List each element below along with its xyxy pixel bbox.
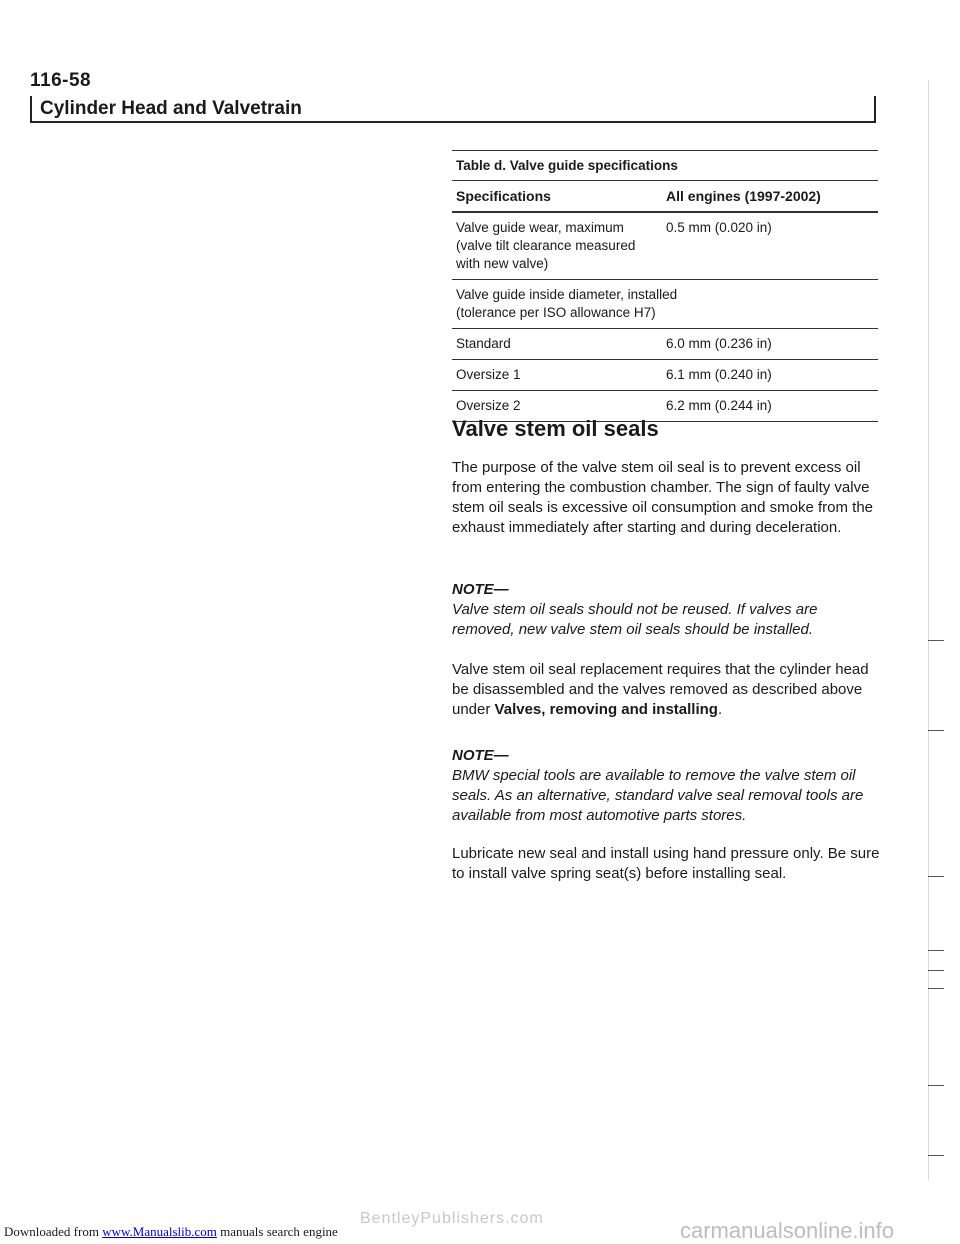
table-row: [452, 280, 878, 329]
table-cell-spec: Valve guide wear, maximum (valve tilt clearance measured with new valve): [456, 220, 636, 271]
tick-mark: [928, 970, 944, 971]
paragraph-replacement: [452, 660, 880, 720]
table-cell-spec: Standard: [456, 336, 511, 351]
table-cell-spec: Oversize 1: [456, 367, 521, 382]
tick-mark: [928, 1155, 944, 1156]
table-row: [452, 360, 878, 391]
manualslib-link[interactable]: www.Manualslib.com: [102, 1224, 217, 1239]
paragraph-purpose: The purpose of the valve stem oil seal is to prevent excess oil from entering the combustion chamber. The sign of faulty valve stem oil seals is excessive oil consumption and smoke from the exhaust immediately after starting and during deceleration.: [452, 459, 874, 536]
tick-mark: [928, 876, 944, 877]
tick-mark: [928, 730, 944, 731]
margin-tick-marks: [920, 0, 960, 1242]
table-cell-value: 0.5 mm (0.020 in): [666, 220, 772, 235]
tick-mark: [928, 950, 944, 951]
table-cell-value: 6.0 mm (0.236 in): [666, 336, 772, 351]
table-cell-value: 6.1 mm (0.240 in): [666, 367, 772, 382]
download-suffix: manuals search engine: [216, 1224, 338, 1239]
note-text: Valve stem oil seals should not be reused. If valves are removed, new valve stem oil seals should be installed.: [452, 601, 818, 638]
table-caption: Table d. Valve guide specifications: [452, 150, 878, 180]
table-row: [452, 329, 878, 360]
table-row: [452, 213, 878, 280]
valve-guide-spec-table: [452, 150, 878, 422]
table-header-row: [452, 180, 878, 213]
cross-reference: Valves, removing and installing: [494, 701, 718, 718]
table-cell-spec: Oversize 2: [456, 398, 521, 413]
footer: [0, 1210, 960, 1242]
paragraph-text-end: .: [717, 701, 723, 718]
table-header-all-engines: All engines (1997-2002): [666, 188, 821, 204]
tick-mark: [928, 1085, 944, 1086]
table-header-specifications: Specifications: [456, 188, 551, 204]
note-block-2: [452, 746, 880, 826]
note-block-1: [452, 580, 880, 640]
table-cell-value: 6.2 mm (0.244 in): [666, 398, 772, 413]
table-cell-spec: Valve guide inside diameter, installed (tolerance per ISO allowance H7): [456, 287, 678, 320]
section-heading: Valve stem oil seals: [452, 416, 659, 441]
download-prefix: Downloaded from: [4, 1224, 103, 1239]
download-notice: [4, 1224, 338, 1240]
site-watermark: carmanualsonline.info: [680, 1218, 895, 1243]
page-number: 116-58: [30, 70, 92, 91]
paragraph-lubricate: Lubricate new seal and install using hand pressure only. Be sure to install valve spring seat(s) before installing seal.: [452, 845, 880, 882]
section-header: [30, 96, 876, 123]
note-text: BMW special tools are available to remove the valve stem oil seals. As an alternative, standard valve seal removal tools are available from most automotive parts stores.: [452, 767, 864, 824]
section-title: Cylinder Head and Valvetrain: [40, 98, 302, 119]
paragraph-text: Valve stem oil seal replacement requires that the cylinder head be disassembled and the valves removed as described above under: [452, 661, 869, 718]
tick-mark: [928, 988, 944, 989]
note-label: NOTE—: [452, 581, 509, 598]
tick-mark: [928, 640, 944, 641]
note-label: NOTE—: [452, 747, 509, 764]
publisher-watermark: BentleyPublishers.com: [360, 1210, 544, 1227]
